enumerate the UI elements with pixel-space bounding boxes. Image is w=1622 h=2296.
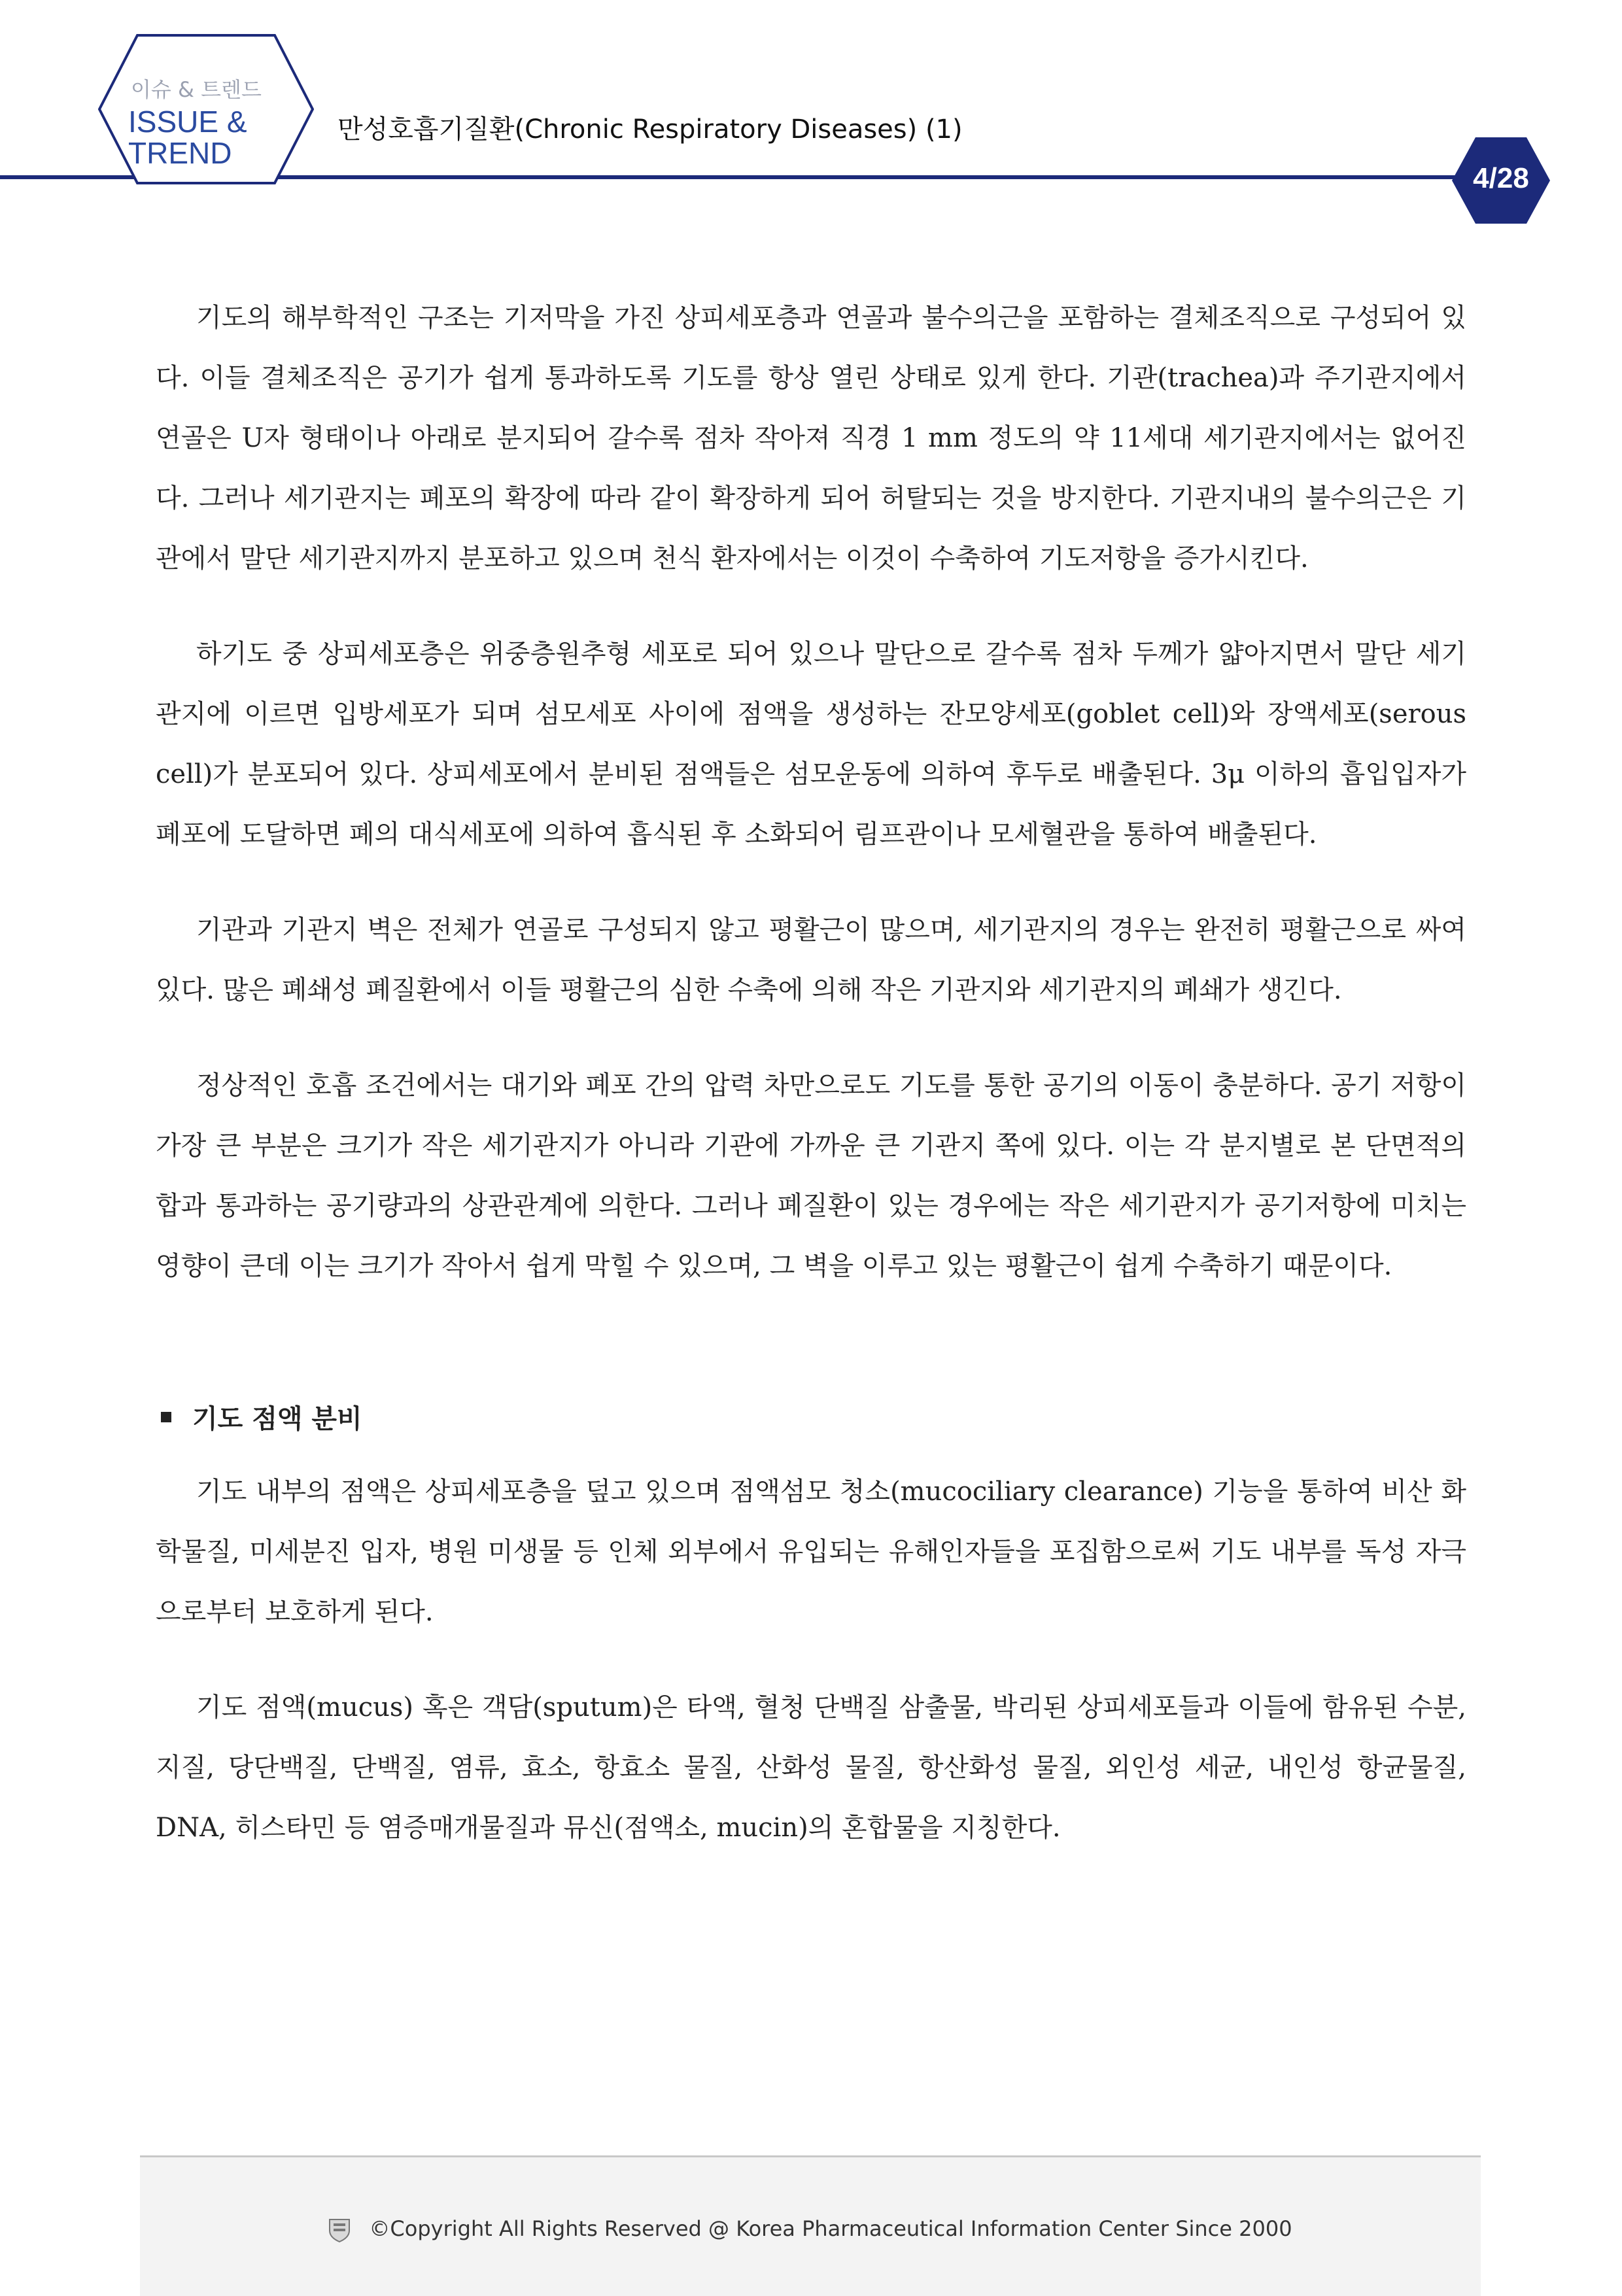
section-paragraph: 기도 내부의 점액은 상피세포층을 덮고 있으며 점액섬모 청소(mucociliary clearance) 기능을 통하여 비산 화학물질, 미세분진 입자, 병원 미생물 등 인체 외부에서 유입되는 유해인자들을 포집함으로써 기도 내부를 독성 자극으로부터 보호하게 된다. [156,1477,1466,1627]
body-paragraph: 정상적인 호흡 조건에서는 대기와 폐포 간의 압력 차만으로도 기도를 통한 공기의 이동이 충분하다. 공기 저항이 가장 큰 부분은 크기가 작은 세기관지가 아니라 기관에 가까운 큰 기관지 쪽에 있다. 이는 각 분지별로 본 단면적의 합과 통과하는 공기량과의 상관관계에 의한다. 그러나 폐질환이 있는 경우에는 작은 세기관지가 공기저항에 미치는 영향이 큰데 이는 크기가 작아서 쉽게 막힐 수 있으며, 그 벽을 이루고 있는 평활근이 쉽게 수축하기 때문이다. [156,1071,1466,1281]
logo-subtitle: 이슈 & 트렌드 [131,77,262,102]
shield-emblem-icon [328,2218,351,2242]
body-paragraph: 기도의 해부학적인 구조는 기저막을 가진 상피세포층과 연골과 불수의근을 포함하는 결체조직으로 구성되어 있다. 이들 결체조직은 공기가 쉽게 통과하도록 기도를 항상 열린 상태로 있게 한다. 기관(trachea)과 주기관지에서 연골은 U자 형태이나 아래로 분지되어 갈수록 점차 작아져 직경 1 mm 정도의 약 11세대 세기관지에서는 없어진다. 그러나 세기관지는 폐포의 확장에 따라 같이 확장하게 되어 허탈되는 것을 방지한다. 기관지내의 불수의근은 기관에서 말단 세기관지까지 분포하고 있으며 천식 환자에서는 이것이 수축하여 기도저항을 증가시킨다. [156,303,1466,574]
section-title: 기도 점액 분비 [192,1404,362,1434]
section-paragraph: 기도 점액(mucus) 혹은 객담(sputum)은 타액, 혈청 단백질 삼출물, 박리된 상피세포들과 이들에 함유된 수분, 지질, 당단백질, 단백질, 염류, 효소, 항효소 물질, 산화성 물질, 항산화성 물질, 외인성 세균, 내인성 항균물질, DNA, 히스타민 등 염증매개물질과 뮤신(점액소, mucin)의 혼합물을 지칭한다. [156,1692,1466,1843]
document-body [156,288,1466,1893]
body-paragraph: 하기도 중 상피세포층은 위중층원추형 세포로 되어 있으나 말단으로 갈수록 점차 두께가 얇아지면서 말단 세기관지에 이르면 입방세포가 되며 섬모세포 사이에 점액을 생성하는 잔모양세포(goblet cell)와 장액세포(serous cell)가 분포되어 있다. 상피세포에서 분비된 점액들은 섬모운동에 의하여 후두로 배출된다. 3μ 이하의 흡입입자가 폐포에 도달하면 폐의 대식세포에 의하여 흡식된 후 소화되어 림프관이나 모세혈관을 통하여 배출된다. [156,639,1466,849]
copyright-text: ©Copyright All Rights Reserved @ Korea Pharmaceutical Information Center Since 2000 [369,2216,1292,2241]
footer-copyright-line [140,2216,1481,2242]
section-heading [161,1398,1466,1435]
logo-title [128,106,292,169]
page-footer [140,2155,1481,2296]
logo-title-line1: ISSUE & [128,105,247,139]
square-bullet-icon [161,1412,171,1422]
document-title: 만성호흡기질환(Chronic Respiratory Diseases) (1) [337,114,963,145]
page-number: 4/28 [1473,162,1529,194]
logo-title-line2: TREND [128,136,232,170]
body-paragraph: 기관과 기관지 벽은 전체가 연골로 구성되지 않고 평활근이 많으며, 세기관지의 경우는 완전히 평활근으로 싸여 있다. 많은 폐쇄성 폐질환에서 이들 평활근의 심한 수축에 의해 작은 기관지와 세기관지의 폐쇄가 생긴다. [156,915,1466,1005]
